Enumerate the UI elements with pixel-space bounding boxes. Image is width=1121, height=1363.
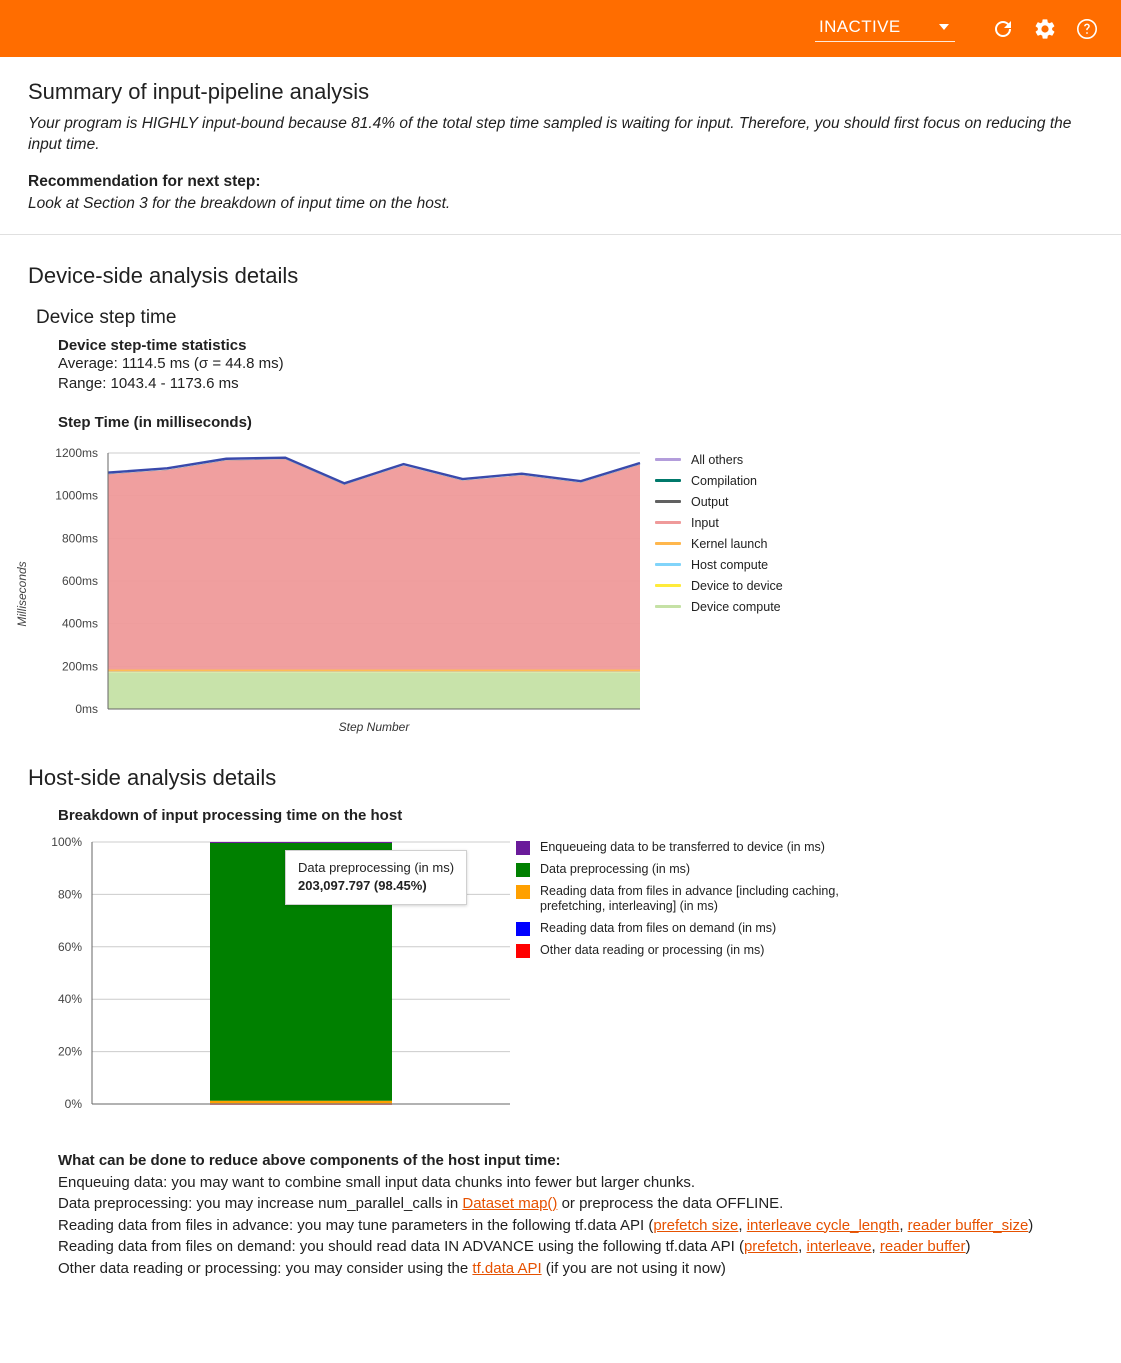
host-chart-title: Breakdown of input processing time on the host: [58, 807, 403, 824]
advice-line-read-demand-pre: Reading data from files on demand: you should read data IN ADVANCE using the following tf.data API (: [58, 1238, 744, 1255]
advice-line-read-advance-pre: Reading data from files in advance: you may tune parameters in the following tf.data API (: [58, 1216, 654, 1234]
link-dataset-map[interactable]: Dataset map(): [462, 1195, 558, 1212]
svg-text:20%: 20%: [57, 1044, 82, 1059]
step-time-legend: [655, 449, 783, 617]
legend-label: Output: [691, 494, 729, 509]
legend-item: [655, 491, 783, 512]
link-interleave-cycle-length[interactable]: interleave cycle_length: [746, 1216, 900, 1234]
gear-icon[interactable]: [1025, 9, 1065, 49]
legend-label: Reading data from files on demand (in ms): [540, 921, 777, 935]
chevron-down-icon[interactable]: [939, 24, 949, 30]
svg-text:80%: 80%: [57, 887, 82, 902]
top-app-bar: [0, 0, 1121, 57]
stats-range: Range: 1043.4 - 1173.6 ms: [58, 375, 239, 392]
legend-label: Host compute: [691, 557, 769, 572]
advice-line-other-pre: Other data reading or processing: you may consider using the: [58, 1259, 473, 1277]
legend-item: [655, 449, 783, 470]
legend-label: Input: [691, 515, 719, 530]
legend-swatch: [516, 863, 530, 877]
link-reader-buffer-size[interactable]: reader buffer_size: [907, 1216, 1029, 1234]
advice-line-enqueuing: Enqueuing data: you may want to combine small input data chunks into fewer but larger chunks.: [58, 1173, 696, 1191]
legend-item: [516, 921, 876, 936]
advice-line-preprocessing-post: or preprocess the data OFFLINE.: [557, 1195, 784, 1212]
host-breakdown-legend: [516, 840, 876, 965]
svg-text:1200ms: 1200ms: [55, 446, 98, 460]
advice-line-other: [58, 1258, 1091, 1280]
step-time-plot: [0, 437, 660, 737]
legend-swatch: [655, 584, 681, 587]
legend-swatch: [655, 563, 681, 566]
run-status-dropdown[interactable]: [815, 15, 955, 42]
device-step-time-heading: Device step time: [36, 307, 177, 328]
step-time-chart: [0, 437, 1121, 737]
device-step-time-statistics: [0, 337, 1121, 394]
summary-panel: [0, 57, 1121, 235]
host-chart-tooltip: [285, 850, 467, 905]
legend-item: [516, 840, 876, 855]
legend-swatch: [516, 944, 530, 958]
stats-title: Device step-time statistics: [58, 337, 247, 354]
svg-text:100%: 100%: [51, 835, 82, 849]
help-icon[interactable]: [1067, 9, 1107, 49]
svg-text:200ms: 200ms: [61, 659, 98, 674]
legend-label: Data preprocessing (in ms): [540, 862, 691, 876]
legend-label: Compilation: [691, 473, 758, 488]
legend-swatch: [516, 841, 530, 855]
summary-body: Your program is HIGHLY input-bound because 81.4% of the total step time sampled is waiting for input. Therefore, you should first focus on reducing the input time.: [28, 115, 1072, 153]
legend-label: Kernel launch: [691, 536, 768, 551]
legend-item: [655, 575, 783, 596]
legend-item: [655, 554, 783, 575]
advice-line-preprocessing-pre: Data preprocessing: you may increase num_parallel_calls in: [58, 1195, 463, 1212]
legend-label: Other data reading or processing (in ms): [540, 943, 765, 957]
device-side-heading: Device-side analysis details: [28, 263, 299, 288]
legend-swatch: [516, 885, 530, 899]
step-time-y-axis-label: Milliseconds: [15, 561, 29, 627]
advice-heading: What can be done to reduce above components of the host input time:: [58, 1152, 561, 1169]
svg-text:600ms: 600ms: [61, 574, 98, 588]
legend-label: Enqueueing data to be transferred to device (in ms): [540, 840, 825, 854]
link-interleave[interactable]: interleave: [806, 1238, 872, 1255]
svg-text:0%: 0%: [64, 1097, 82, 1111]
legend-swatch: [655, 500, 681, 503]
advice-line-read-advance: Reading data from files in advance: you may tune parameters in the following tf.data API (prefetch size, interleave cycle_length, reader buffer_size): [58, 1216, 1034, 1234]
page-title: Summary of input-pipeline analysis: [28, 79, 370, 104]
legend-swatch: [516, 922, 530, 936]
legend-swatch: [655, 521, 681, 524]
legend-item: [655, 596, 783, 617]
host-input-advice: [0, 1150, 1121, 1279]
svg-text:40%: 40%: [57, 992, 82, 1007]
legend-label: Device to device: [691, 578, 783, 593]
legend-item: [655, 512, 783, 533]
svg-text:0ms: 0ms: [75, 702, 98, 716]
legend-item: [516, 884, 876, 914]
link-tfdata-api[interactable]: tf.data API: [472, 1259, 542, 1277]
tooltip-value: 203,097.797 (98.45%): [298, 878, 427, 893]
run-status-value: INACTIVE: [819, 17, 901, 36]
link-prefetch-size[interactable]: prefetch size: [653, 1216, 739, 1234]
legend-item: [516, 943, 876, 958]
legend-swatch: [655, 605, 681, 608]
legend-item: [655, 533, 783, 554]
legend-swatch: [655, 458, 681, 461]
tooltip-title: Data preprocessing (in ms): [298, 860, 455, 875]
legend-label: Device compute: [691, 599, 781, 614]
step-time-chart-title: Step Time (in milliseconds): [58, 414, 252, 431]
legend-item: [655, 470, 783, 491]
legend-item: [516, 862, 876, 877]
host-breakdown-chart: [0, 832, 1121, 1142]
advice-line-read-demand: Reading data from files on demand: you should read data IN ADVANCE using the following tf.data API (prefetch, interleave, reader buffer): [58, 1238, 971, 1255]
svg-text:400ms: 400ms: [61, 616, 98, 631]
link-reader-buffer[interactable]: reader buffer: [879, 1238, 966, 1255]
legend-label: Reading data from files in advance [including caching, prefetching, interleaving] (in ms): [540, 884, 839, 913]
legend-swatch: [655, 542, 681, 545]
svg-text:1000ms: 1000ms: [55, 488, 98, 503]
stats-average: Average: 1114.5 ms (σ = 44.8 ms): [58, 355, 284, 372]
svg-text:Step Number: Step Number: [338, 720, 410, 734]
recommendation-body: Look at Section 3 for the breakdown of input time on the host.: [28, 195, 451, 212]
refresh-icon[interactable]: [983, 9, 1023, 49]
host-side-heading: Host-side analysis details: [28, 765, 277, 790]
legend-swatch: [655, 479, 681, 482]
legend-label: All others: [691, 452, 744, 467]
recommendation-label: Recommendation for next step:: [28, 173, 261, 190]
link-prefetch[interactable]: prefetch: [743, 1238, 799, 1255]
advice-line-other-post: (if you are not using it now): [541, 1259, 726, 1277]
svg-text:800ms: 800ms: [61, 531, 98, 546]
advice-line-preprocessing: [58, 1193, 1091, 1215]
svg-text:60%: 60%: [57, 939, 82, 954]
